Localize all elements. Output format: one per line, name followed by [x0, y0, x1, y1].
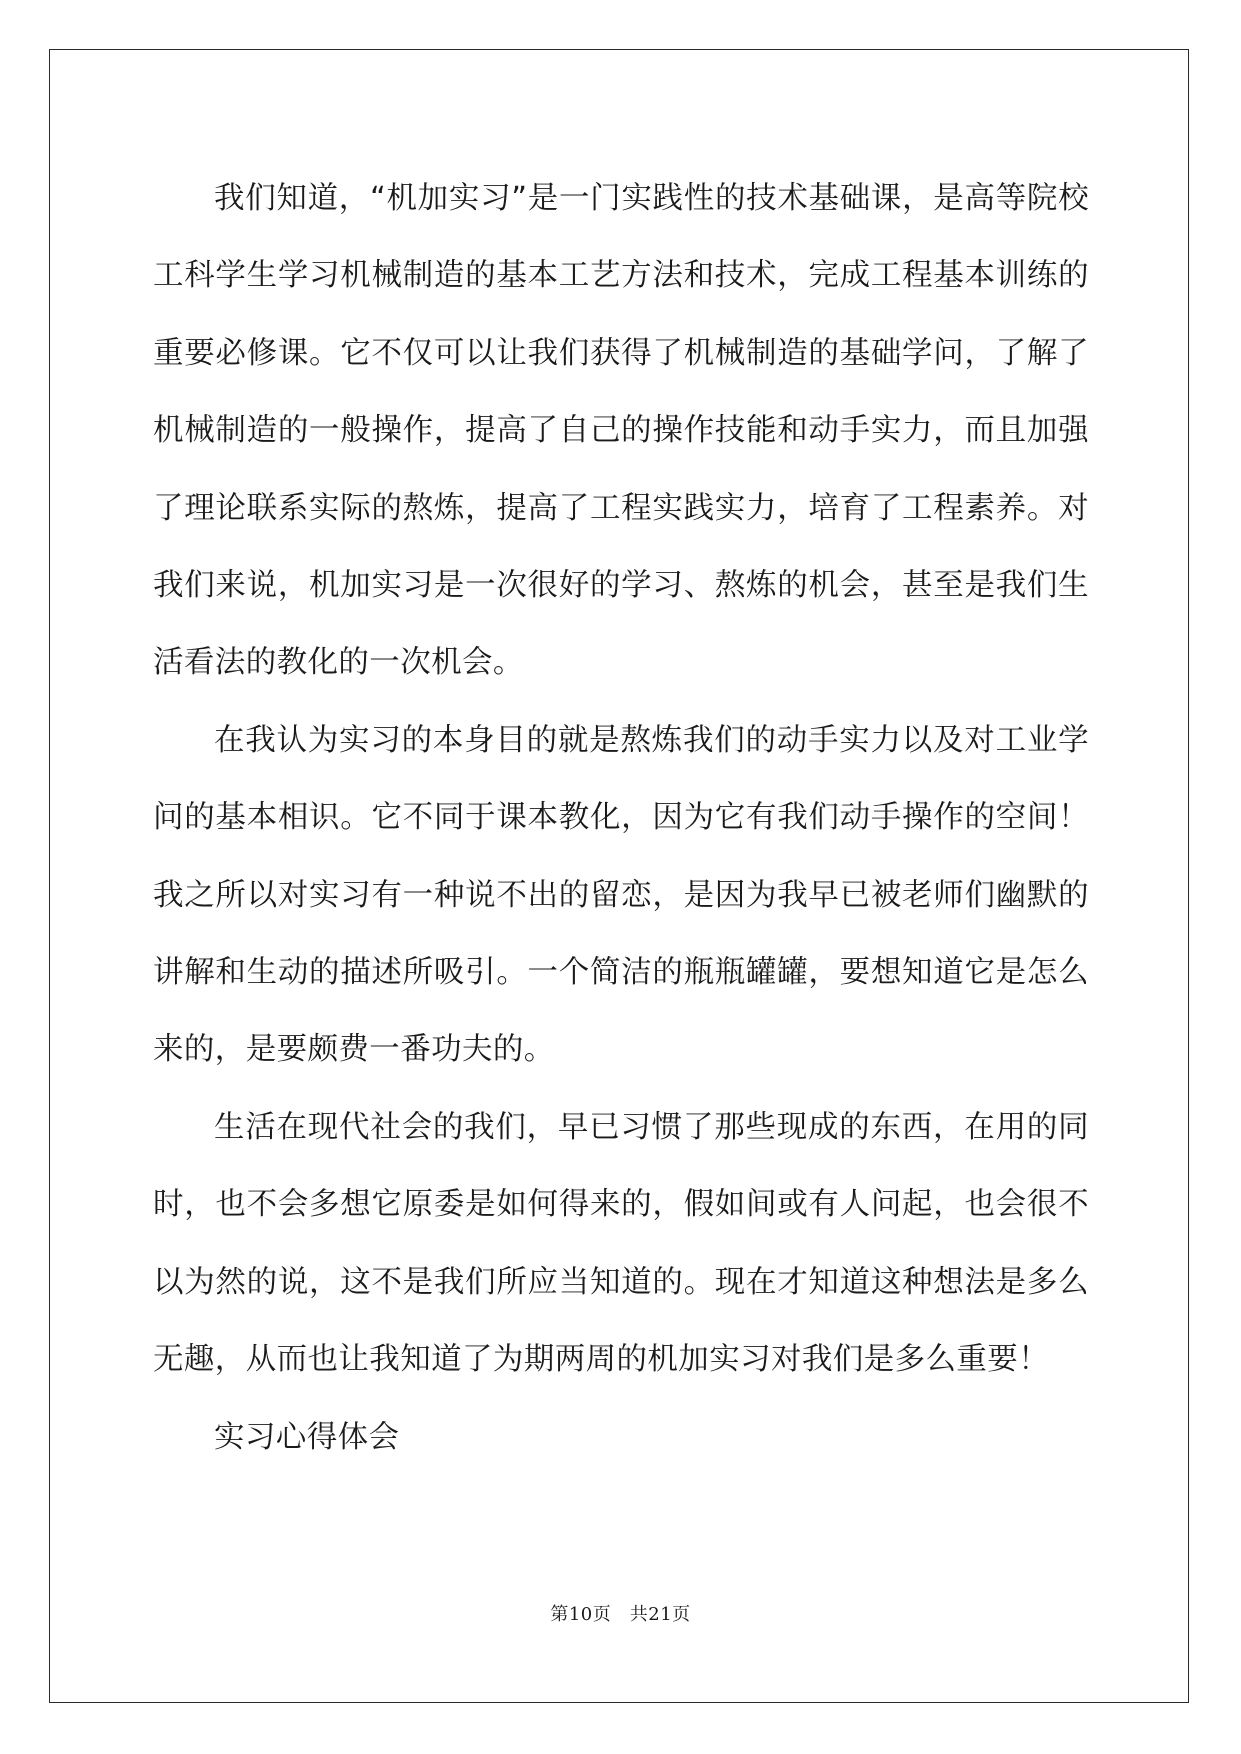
paragraph-reflection: 生活在现代社会的我们，早已习惯了那些现成的东西，在用的同时，也不会多想它原委是如何得来的，假如间或有人问起，也会很不以为然的说，这不是我们所应当知道的。现在才知道这种想法是多么无趣，从而也让我知道了为期两周的机加实习对我们是多么重要！ — [153, 1109, 1089, 1378]
paragraph-intro: 我们知道，“机加实习”是一门实践性的技术基础课，是高等院校工科学生学习机械制造的基本工艺方法和技术，完成工程基本训练的重要必修课。它不仅可以让我们获得了机械制造的基础学问，了解了机械制造的一般操作，提高了自己的操作技能和动手实力，而且加强了理论联系实际的熬炼，提高了工程实践实力，培育了工程素养。对我们来说，机加实习是一次很好的学习、熬炼的机会，甚至是我们生活看法的教化的一次机会。 — [153, 181, 1089, 681]
section-heading: 实习心得体会 — [214, 1419, 400, 1455]
paragraph-purpose: 在我认为实习的本身目的就是熬炼我们的动手实力以及对工业学问的基本相识。它不同于课本教化，因为它有我们动手操作的空间！我之所以对实习有一种说不出的留恋，是因为我早已被老师们幽默的讲解和生动的描述所吸引。一个简洁的瓶瓶罐罐，要想知道它是怎么来的，是要颇费一番功夫的。 — [153, 722, 1089, 1068]
document-body — [153, 160, 1089, 1476]
page-number: 第10页 共21页 — [550, 1604, 691, 1625]
